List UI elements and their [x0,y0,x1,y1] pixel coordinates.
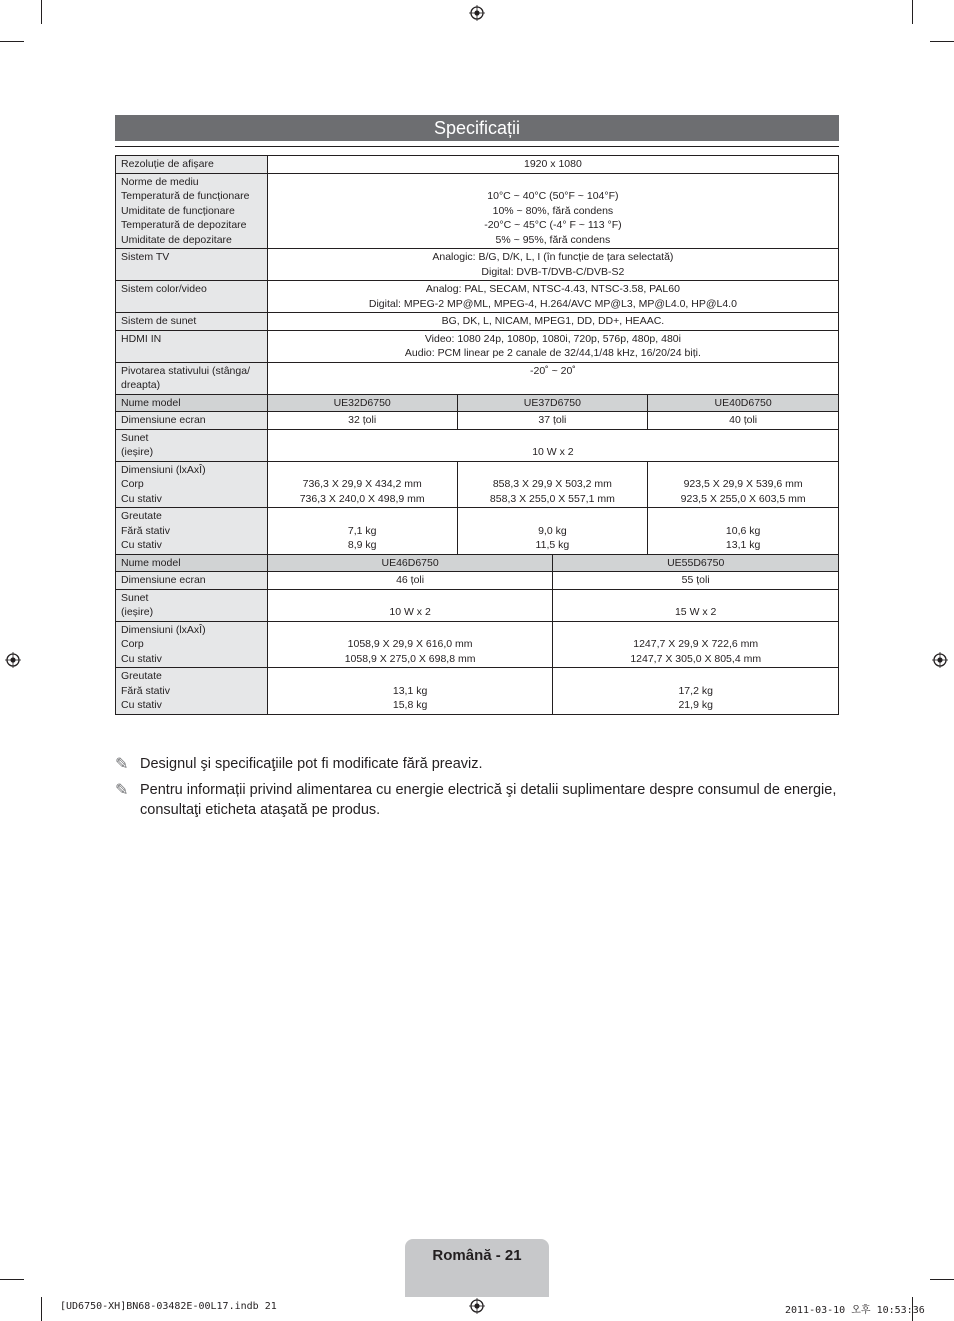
spec-label-line: Rezoluție de afișare [121,158,214,170]
spec-value [457,412,648,430]
model-name-cell [457,394,648,412]
spec-value-line: 736,3 X 29,9 X 434,2 mm [302,478,422,490]
pencil-icon: ✎ [115,754,129,773]
model-name-cell [648,394,839,412]
footer-timestamp: 2011-03-10 오후 10:53:36 [785,1305,925,1316]
spec-value-line: 858,3 X 255,0 X 557,1 mm [489,492,615,505]
spec-value-line: 1247,7 X 29,9 X 722,6 mm [633,638,759,650]
spec-value-line: 923,5 X 29,9 X 539,6 mm [683,478,803,490]
spec-value-line: BG, DK, L, NICAM, MPEG1, DD, DD+, HEAAC. [441,315,665,327]
spec-value [553,668,839,715]
table-row [116,281,839,313]
spec-label-line: Dimensiune ecran [121,574,206,586]
spec-label [116,621,268,668]
spec-value [553,572,839,590]
table-row [116,362,839,394]
spec-value-line: 46 țoli [396,574,425,586]
spec-label-line: Sunet [121,431,149,444]
title-divider [115,146,839,147]
spec-label [116,313,268,331]
spec-label [116,412,268,430]
spec-table [115,155,839,715]
pencil-icon: ✎ [115,780,129,799]
spec-value-line: 1920 x 1080 [524,158,582,170]
spec-value-line: 11,5 kg [535,539,570,551]
table-row [116,508,839,555]
spec-value [553,621,839,668]
spec-label-line: dreapta) [121,379,161,391]
spec-label-line: HDMI IN [121,332,162,345]
spec-value [267,156,838,174]
note-item [115,780,839,820]
table-row [116,668,839,715]
spec-label [116,429,268,461]
spec-value [553,589,839,621]
spec-value-line: 13,1 kg [725,539,761,551]
table-row [116,313,839,331]
spec-label-line: (ieșire) [121,446,154,458]
spec-label-line: Dimensiune ecran [121,414,206,426]
crop-mark [930,1279,954,1280]
spec-value [648,412,839,430]
crop-mark [0,1279,24,1280]
spec-label-line: Fără stativ [121,524,171,537]
spec-label-line: Cu stativ [121,652,162,665]
registration-mark-icon [469,1298,485,1314]
spec-value [267,281,838,313]
spec-value [267,429,838,461]
crop-mark [912,0,913,24]
spec-value-line: UE37D6750 [523,396,581,409]
spec-value-line: 7,1 kg [347,524,377,537]
spec-value-line: -20˚ ~ 20˚ [529,364,576,377]
spec-value-line: UE55D6750 [667,556,725,569]
spec-label-line: Greutate [121,510,162,522]
spec-value [267,313,838,331]
spec-value-line: -20°C ~ 45°C (-4° F ~ 113 °F) [484,219,622,231]
spec-label-line: Temperatură de depozitare [121,219,247,231]
spec-label-line: Umiditate de funcționare [121,204,235,217]
spec-value-line: 10 W x 2 [389,606,431,618]
spec-label-line: Sistem color/video [121,283,207,295]
spec-label-line: Sistem de sunet [121,315,197,327]
spec-label-line: Sunet [121,591,149,604]
table-row [116,249,839,281]
spec-label-line: Greutate [121,670,162,682]
spec-value-line: 15,8 kg [392,699,428,711]
spec-value-line: 8,9 kg [347,539,377,551]
spec-value-line: 15 W x 2 [674,606,717,618]
table-row [116,330,839,362]
spec-value [267,668,553,715]
spec-label [116,589,268,621]
spec-value [648,461,839,508]
spec-label [116,173,268,249]
spec-label [116,508,268,555]
table-row [116,412,839,430]
spec-label [116,461,268,508]
spec-value-line: 32 țoli [348,414,377,426]
spec-value-line: 40 țoli [729,414,758,426]
spec-value [267,412,457,430]
notes [115,754,839,826]
spec-value [267,330,838,362]
spec-value-line: Analog: PAL, SECAM, NTSC-4.43, NTSC-3.58, PAL60 [425,283,680,295]
spec-value-line: 9,0 kg [538,524,567,537]
spec-label [116,362,268,394]
spec-value [267,173,838,249]
page-number-tab: Română - 21 [405,1239,549,1297]
spec-value [267,508,457,555]
table-row [116,461,839,508]
table-row [116,394,839,412]
spec-value-line: 17,2 kg [678,684,713,697]
registration-mark-icon [469,5,485,21]
spec-value-line: 10,6 kg [725,524,761,537]
note-text: Pentru informații privind alimentarea cu energie electrică şi detalii suplimentare despre consumul de energie, consultaţi eticheta ataşată pe produs. [140,782,837,818]
spec-value [267,362,838,394]
spec-value-line: 923,5 X 255,0 X 603,5 mm [680,492,806,505]
spec-value [457,508,648,555]
spec-value-line: 21,9 kg [678,699,713,711]
spec-value-line: UE46D6750 [381,556,439,569]
spec-value-line: 1058,9 X 29,9 X 616,0 mm [347,638,473,650]
spec-label-line: Corp [121,478,144,490]
registration-mark-icon [932,652,948,668]
spec-value-line: 10 W x 2 [532,446,574,458]
table-row [116,589,839,621]
registration-mark-icon [5,652,21,668]
spec-label-line: Corp [121,638,144,650]
spec-value-line: Analogic: B/G, D/K, L, I (în funcție de țara selectată) [432,251,674,263]
spec-label [116,394,268,412]
spec-value-line: 10% ~ 80%, fără condens [492,204,614,217]
spec-label [116,156,268,174]
table-row [116,554,839,572]
crop-mark [930,41,954,42]
spec-value [267,249,838,281]
crop-mark [41,1297,42,1321]
spec-label-line: Norme de mediu [121,175,199,188]
spec-label-line: Fără stativ [121,684,171,697]
table-row [116,621,839,668]
table-row [116,572,839,590]
spec-value-line: 37 țoli [538,414,567,426]
spec-label-line: Pivotarea stativului (stânga/ [121,364,250,377]
spec-label-line: Cu stativ [121,539,162,551]
spec-value-line: Video: 1080 24p, 1080p, 1080i, 720p, 576p, 480p, 480i [424,332,681,345]
spec-value [267,461,457,508]
model-name-cell [267,394,457,412]
spec-label-line: Temperatură de funcționare [121,190,250,202]
spec-value-line: 5% ~ 95%, fără condens [495,233,611,246]
spec-label [116,554,268,572]
table-row [116,429,839,461]
spec-value-line: UE40D6750 [714,396,772,409]
spec-value [267,621,553,668]
table-row [116,173,839,249]
spec-value-line: 1247,7 X 305,0 X 805,4 mm [630,652,762,665]
spec-value-line: Digital: MPEG-2 MP@ML, MPEG-4, H.264/AVC MP@L3, MP@L4.0, HP@L4.0 [368,297,737,310]
spec-label-line: Dimensiuni (lxAxÎ) [121,623,206,636]
note-text: Designul şi specificaţiile pot fi modificate fără preaviz. [140,756,483,772]
model-name-cell [267,554,553,572]
crop-mark [41,0,42,24]
spec-value-line: Digital: DVB-T/DVB-C/DVB-S2 [481,265,625,278]
spec-label-line: Cu stativ [121,699,162,711]
spec-label-line: Nume model [121,556,181,569]
model-name-cell [553,554,839,572]
footer-file-slug: [UD6750-XH]BN68-03482E-00L17.indb 21 [60,1301,277,1312]
crop-mark [0,41,24,42]
spec-label [116,572,268,590]
spec-value-line: 55 țoli [681,574,710,586]
spec-value [457,461,648,508]
spec-value [267,589,553,621]
note-item [115,754,839,774]
spec-value-line: 13,1 kg [392,684,428,697]
spec-value-line: 10°C ~ 40°C (50°F ~ 104°F) [487,190,619,202]
spec-label [116,330,268,362]
spec-label [116,668,268,715]
spec-label [116,249,268,281]
spec-label-line: Cu stativ [121,492,162,505]
spec-label-line: Umiditate de depozitare [121,233,232,246]
spec-value-line: 1058,9 X 275,0 X 698,8 mm [344,652,476,665]
spec-value-line: 736,3 X 240,0 X 498,9 mm [299,492,425,505]
table-row [116,156,839,174]
spec-value-line: 858,3 X 29,9 X 503,2 mm [492,478,612,490]
spec-label-line: Sistem TV [121,251,170,263]
spec-value [267,572,553,590]
page-title: Specificații [115,115,839,141]
spec-value [648,508,839,555]
spec-label-line: Nume model [121,396,181,409]
spec-value-line: UE32D6750 [333,396,391,409]
spec-label [116,281,268,313]
spec-value-line: Audio: PCM linear pe 2 canale de 32/44,1/48 kHz, 16/20/24 biți. [404,347,701,359]
spec-label-line: (ieșire) [121,606,154,618]
spec-label-line: Dimensiuni (lxAxÎ) [121,463,206,476]
